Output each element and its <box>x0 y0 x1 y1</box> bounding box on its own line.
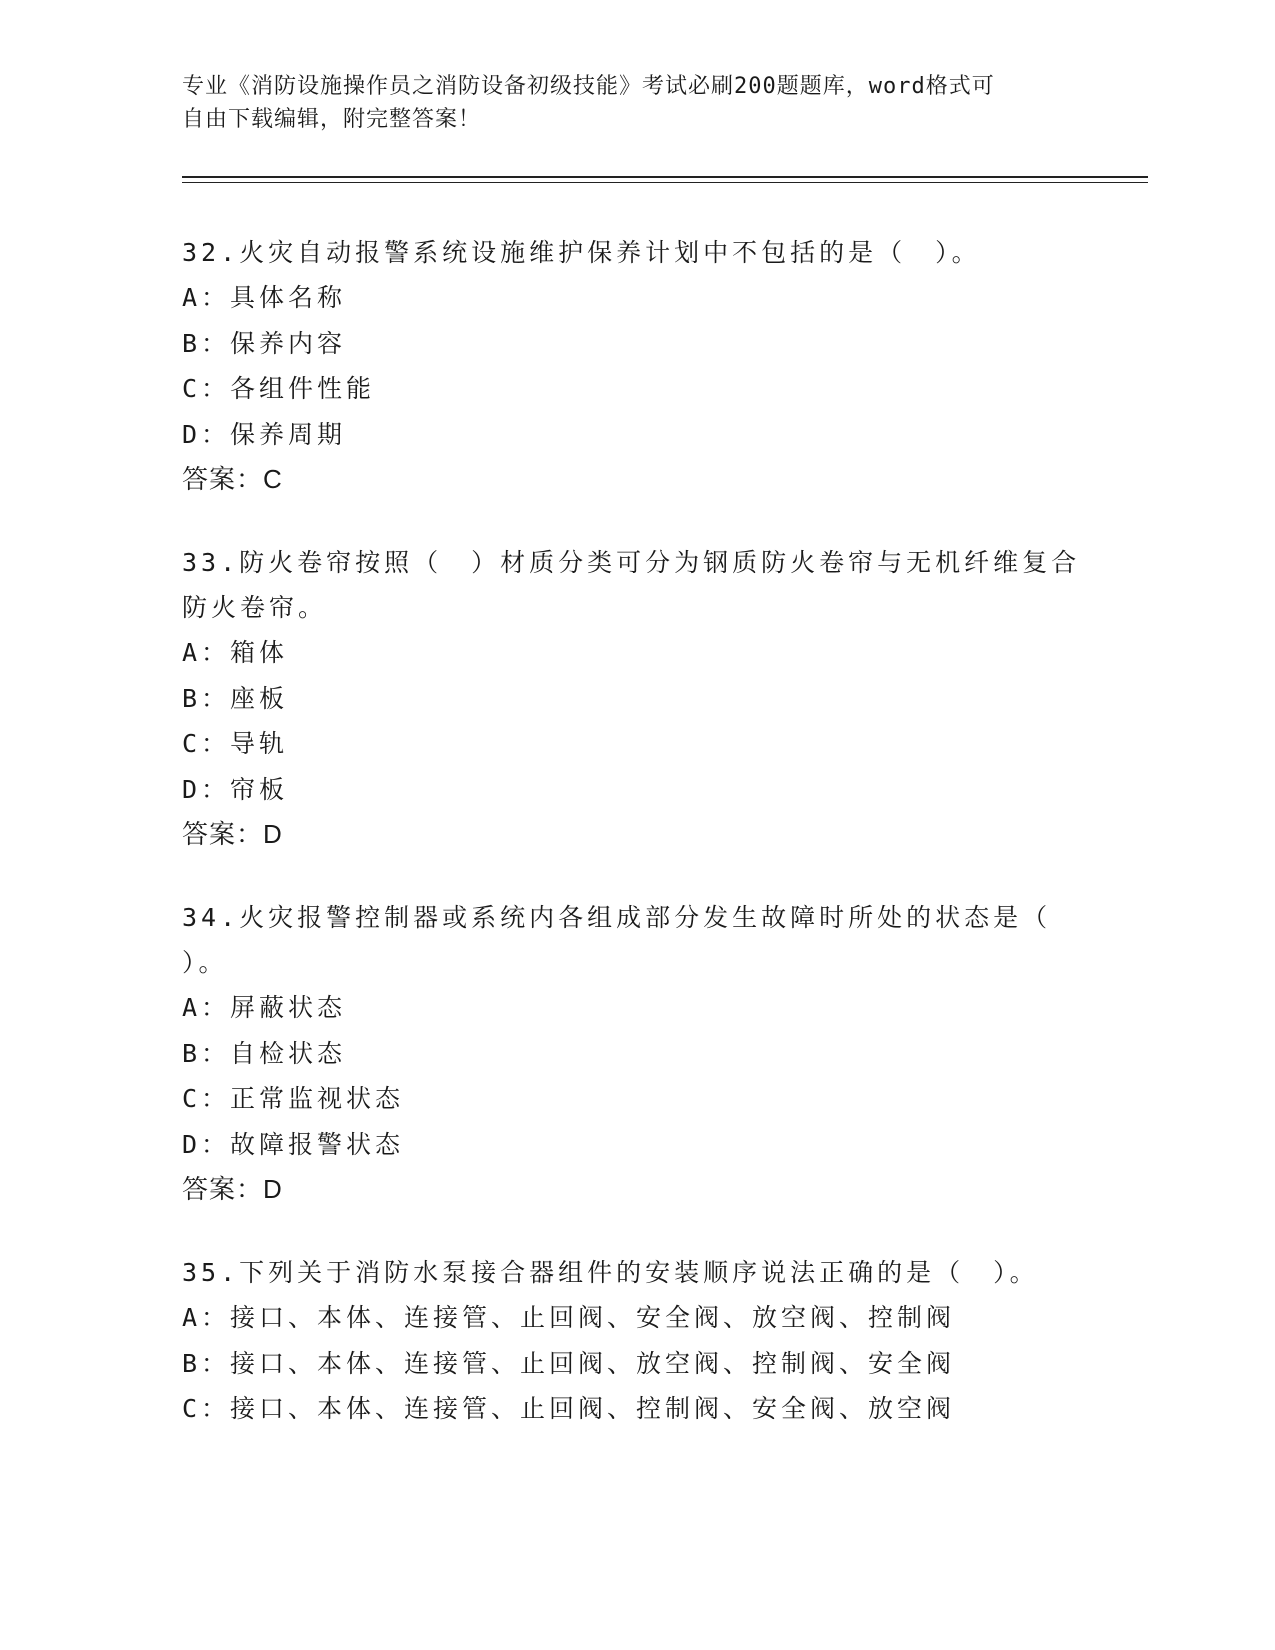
option-b: B：接口、本体、连接管、止回阀、放空阀、控制阀、安全阀 <box>182 1348 956 1378</box>
question-35 <box>182 1250 1082 1432</box>
option-c: C：正常监视状态 <box>182 1084 405 1113</box>
document-header <box>182 70 1062 136</box>
option-b: B：保养内容 <box>182 328 347 358</box>
question-stem-continued: 防火卷帘。 <box>182 593 328 622</box>
header-line-2: 自由下载编辑，附完整答案！ <box>182 107 482 132</box>
option-d: D：故障报警状态 <box>182 1129 405 1159</box>
header-divider-bottom <box>182 182 1148 183</box>
option-a: A：箱体 <box>182 638 289 667</box>
answer-label: 答案：C <box>182 464 283 494</box>
option-a: A：接口、本体、连接管、止回阀、安全阀、放空阀、控制阀 <box>182 1303 956 1332</box>
option-b: B：自检状态 <box>182 1038 347 1068</box>
option-c: C：接口、本体、连接管、止回阀、控制阀、安全阀、放空阀 <box>182 1394 956 1423</box>
option-a: A：具体名称 <box>182 283 347 312</box>
question-list <box>182 230 1082 1470</box>
option-d: D：保养周期 <box>182 419 347 449</box>
question-stem: 34.火灾报警控制器或系统内各组成部分发生故障时所处的状态是（ <box>182 903 1052 932</box>
header-line-1: 专业《消防设施操作员之消防设备初级技能》考试必刷200题题库，word格式可 <box>182 74 995 99</box>
question-stem: 33.防火卷帘按照（ ）材质分类可分为钢质防火卷帘与无机纤维复合 <box>182 548 1081 577</box>
option-a: A：屏蔽状态 <box>182 993 347 1022</box>
question-stem-continued: ）。 <box>182 948 228 977</box>
question-34 <box>182 895 1082 1212</box>
option-b: B：座板 <box>182 683 289 713</box>
question-33 <box>182 540 1082 857</box>
answer-label: 答案：D <box>182 1174 283 1204</box>
question-stem: 32.火灾自动报警系统设施维护保养计划中不包括的是（ ）。 <box>182 238 981 267</box>
header-divider-top <box>182 176 1148 178</box>
question-stem: 35.下列关于消防水泵接合器组件的安装顺序说法正确的是（ ）。 <box>182 1258 1039 1287</box>
question-32 <box>182 230 1082 502</box>
option-c: C：各组件性能 <box>182 374 376 403</box>
answer-label: 答案：D <box>182 819 283 849</box>
option-c: C：导轨 <box>182 729 289 758</box>
option-d: D：帘板 <box>182 774 289 804</box>
